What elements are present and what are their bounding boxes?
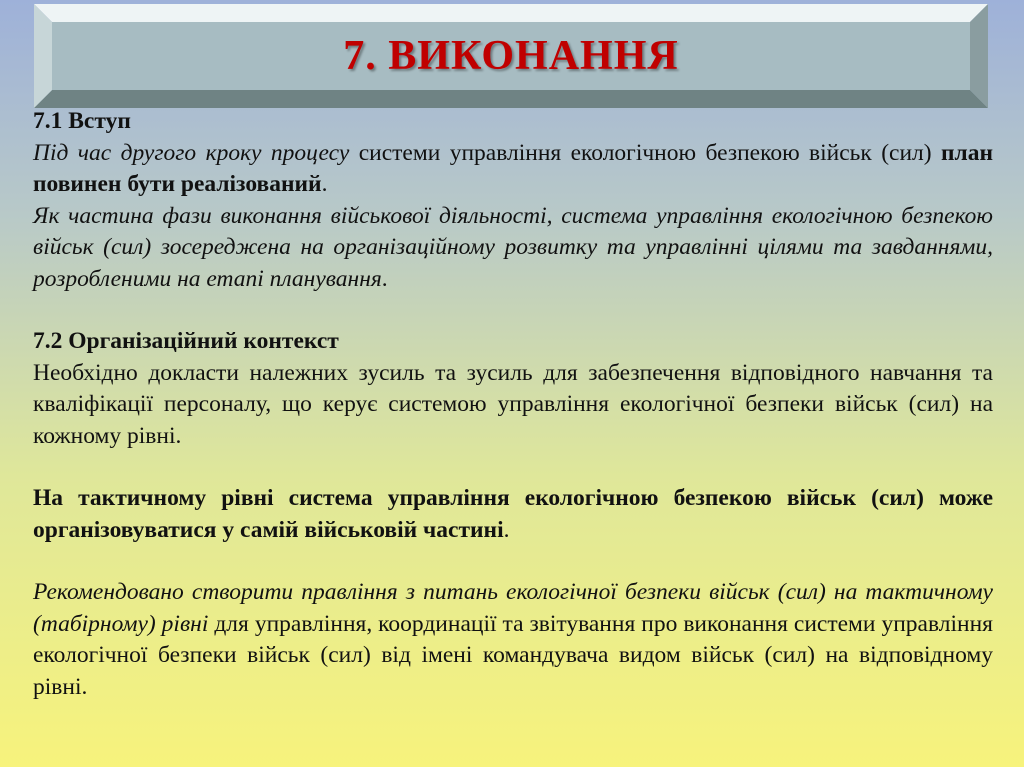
spacer: [33, 546, 993, 577]
tactical-bold-text: На тактичному рівні система управління екологічною безпекою військ (сил) може організовуватися у самій військовій частині: [33, 485, 993, 543]
title-bevel-right: [970, 4, 988, 108]
recommendation-italic-text: Рекомендовано створити правління з питань екологічної безпеки військ (сил) на тактичному (табірному) рівні: [33, 579, 993, 637]
slide-title: 7. ВИКОНАННЯ: [343, 33, 679, 79]
intro-italic-phrase: Під час другого кроку процесу: [33, 139, 350, 166]
paragraph-org-context: Необхідно докласти належних зусиль та зусиль для забезпечення відповідного навчання та кваліфікації персоналу, що керує системою управління екологічної безпеки військ (сил) на кожному рівні.: [33, 359, 993, 449]
spacer: [33, 295, 993, 326]
title-face: [52, 22, 970, 90]
section-heading-7-1: 7.1 Вступ: [33, 108, 131, 134]
intro-middle-text: системи управління екологічною безпекою військ (сил): [349, 139, 941, 166]
title-bevel-left: [34, 4, 52, 108]
intro2-italic-text: Як частина фази виконання військової діяльності, система управління екологічною безпекою військ (сил) зосереджена на організаційному розвитку та управлінні цілями та завданнями, розробленими на етапі планування: [33, 202, 993, 292]
spacer: [33, 452, 993, 483]
intro-bold-phrase: план повинен бути реалізований: [33, 139, 994, 197]
title-bevel-top: [34, 4, 988, 22]
tactical-end: .: [503, 516, 510, 543]
paragraph-tactical-level: [33, 483, 993, 546]
paragraph-intro-1: [33, 138, 993, 201]
paragraph-recommendation: [33, 577, 993, 703]
section-heading-7-2: 7.2 Організаційний контекст: [33, 328, 339, 354]
intro-end: .: [321, 171, 328, 197]
recommendation-rest: для управління, координації та звітування про виконання системи управління екологічної безпеки військ (сил) від імені командувача видом військ (сил) на відповідному рівні.: [33, 610, 993, 700]
slide-content: [33, 106, 993, 703]
paragraph-intro-2: [33, 201, 993, 296]
intro2-end: .: [381, 265, 388, 292]
title-banner: [34, 4, 988, 108]
